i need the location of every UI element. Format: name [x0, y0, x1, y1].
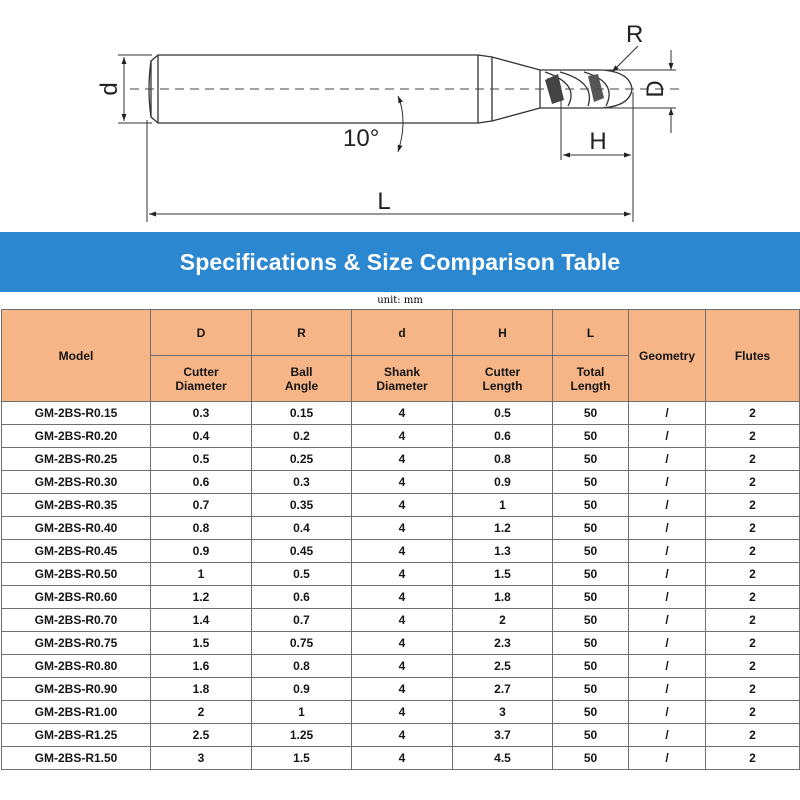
cutter-length-cell: 1.5 [453, 563, 553, 586]
cutter-diameter-cell: 0.3 [151, 402, 252, 425]
model-cell: GM-2BS-R0.75 [2, 632, 151, 655]
ball-angle-cell: 0.75 [252, 632, 352, 655]
table-row [2, 563, 800, 586]
ball-angle-cell: 0.45 [252, 540, 352, 563]
flutes-cell: 2 [706, 724, 800, 747]
model-cell: GM-2BS-R0.90 [2, 678, 151, 701]
total-length-cell: 50 [553, 586, 629, 609]
table-row [2, 609, 800, 632]
table-header [2, 310, 800, 402]
model-cell: GM-2BS-R0.70 [2, 609, 151, 632]
table-row [2, 494, 800, 517]
spec-table [1, 309, 800, 770]
total-length-cell: 50 [553, 402, 629, 425]
L-label: L [377, 188, 391, 215]
cutter-diameter-cell: 1.8 [151, 678, 252, 701]
header-flutes: Flutes [706, 310, 800, 402]
cutter-length-cell: 0.6 [453, 425, 553, 448]
ball-angle-cell: 0.5 [252, 563, 352, 586]
table-row [2, 402, 800, 425]
shank-diameter-cell: 4 [352, 655, 453, 678]
flutes-cell: 2 [706, 471, 800, 494]
shank-diameter-cell: 4 [352, 747, 453, 770]
total-length-cell: 50 [553, 425, 629, 448]
R-leader-line [612, 46, 638, 72]
model-cell: GM-2BS-R1.25 [2, 724, 151, 747]
geometry-cell: / [629, 471, 706, 494]
total-length-cell: 50 [553, 747, 629, 770]
ball-angle-cell: 0.7 [252, 609, 352, 632]
table-row [2, 701, 800, 724]
ball-angle-cell: 0.15 [252, 402, 352, 425]
table-row [2, 724, 800, 747]
table-row [2, 747, 800, 770]
page-title: Specifications & Size Comparison Table [179, 248, 621, 275]
total-length-cell: 50 [553, 678, 629, 701]
shank-diameter-cell: 4 [352, 586, 453, 609]
geometry-cell: / [629, 448, 706, 471]
cutter-diameter-cell: 0.6 [151, 471, 252, 494]
ball-angle-cell: 0.2 [252, 425, 352, 448]
cutter-length-cell: 0.9 [453, 471, 553, 494]
shank-diameter-cell: 4 [352, 678, 453, 701]
ball-angle-cell: 0.35 [252, 494, 352, 517]
geometry-cell: / [629, 747, 706, 770]
model-cell: GM-2BS-R0.45 [2, 540, 151, 563]
ball-angle-cell: 0.3 [252, 471, 352, 494]
header-L-sub: Total Length [553, 356, 629, 402]
table-row [2, 540, 800, 563]
total-length-cell: 50 [553, 632, 629, 655]
ball-angle-cell: 0.6 [252, 586, 352, 609]
header-R-sub: Ball Angle [252, 356, 352, 402]
model-cell: GM-2BS-R0.35 [2, 494, 151, 517]
geometry-cell: / [629, 586, 706, 609]
header-D: D [151, 310, 252, 356]
flutes-cell: 2 [706, 678, 800, 701]
ball-angle-cell: 0.25 [252, 448, 352, 471]
cutter-length-cell: 0.5 [453, 402, 553, 425]
flutes-cell: 2 [706, 563, 800, 586]
cutter-length-cell: 1.8 [453, 586, 553, 609]
table-row [2, 586, 800, 609]
shank-diameter-cell: 4 [352, 448, 453, 471]
model-cell: GM-2BS-R0.80 [2, 655, 151, 678]
angle-label: 10° [343, 125, 380, 152]
model-cell: GM-2BS-R0.50 [2, 563, 151, 586]
cutter-length-cell: 3.7 [453, 724, 553, 747]
ball-angle-cell: 0.9 [252, 678, 352, 701]
total-length-cell: 50 [553, 471, 629, 494]
H-label: H [589, 128, 607, 155]
model-cell: GM-2BS-R0.60 [2, 586, 151, 609]
model-cell: GM-2BS-R0.30 [2, 471, 151, 494]
model-cell: GM-2BS-R0.20 [2, 425, 151, 448]
geometry-cell: / [629, 517, 706, 540]
shank-diameter-cell: 4 [352, 609, 453, 632]
total-length-cell: 50 [553, 494, 629, 517]
geometry-cell: / [629, 494, 706, 517]
header-H: H [453, 310, 553, 356]
model-cell: GM-2BS-R1.50 [2, 747, 151, 770]
flutes-cell: 2 [706, 517, 800, 540]
geometry-cell: / [629, 609, 706, 632]
shank-diameter-cell: 4 [352, 402, 453, 425]
shank-diameter-cell: 4 [352, 632, 453, 655]
cutter-length-cell: 1.2 [453, 517, 553, 540]
geometry-cell: / [629, 540, 706, 563]
end-mill-drawing [0, 0, 800, 230]
shank-diameter-cell: 4 [352, 701, 453, 724]
R-label: R [626, 21, 644, 48]
flutes-cell: 2 [706, 632, 800, 655]
flutes-cell: 2 [706, 747, 800, 770]
total-length-cell: 50 [553, 609, 629, 632]
table-row [2, 632, 800, 655]
d-label: d [96, 82, 123, 96]
cutter-diameter-cell: 2.5 [151, 724, 252, 747]
total-length-cell: 50 [553, 701, 629, 724]
cutter-diameter-cell: 1.4 [151, 609, 252, 632]
cutter-diameter-cell: 0.9 [151, 540, 252, 563]
cutter-length-cell: 1.3 [453, 540, 553, 563]
total-length-cell: 50 [553, 540, 629, 563]
model-cell: GM-2BS-R1.00 [2, 701, 151, 724]
cutter-diameter-cell: 1 [151, 563, 252, 586]
geometry-cell: / [629, 678, 706, 701]
flutes-cell: 2 [706, 540, 800, 563]
total-length-cell: 50 [553, 563, 629, 586]
cutter-diameter-cell: 1.6 [151, 655, 252, 678]
flutes-cell: 2 [706, 402, 800, 425]
flute-shading [588, 74, 604, 102]
header-H-sub: Cutter Length [453, 356, 553, 402]
shank-diameter-cell: 4 [352, 471, 453, 494]
geometry-cell: / [629, 425, 706, 448]
header-L: L [553, 310, 629, 356]
ball-angle-cell: 0.4 [252, 517, 352, 540]
model-cell: GM-2BS-R0.40 [2, 517, 151, 540]
cutter-length-cell: 2.7 [453, 678, 553, 701]
total-length-cell: 50 [553, 517, 629, 540]
header-D-sub: Cutter Diameter [151, 356, 252, 402]
flutes-cell: 2 [706, 701, 800, 724]
cutter-diameter-cell: 2 [151, 701, 252, 724]
cutter-length-cell: 4.5 [453, 747, 553, 770]
header-R: R [252, 310, 352, 356]
cutter-length-cell: 2.5 [453, 655, 553, 678]
model-cell: GM-2BS-R0.25 [2, 448, 151, 471]
table-body [2, 402, 800, 770]
shank-diameter-cell: 4 [352, 724, 453, 747]
shank-diameter-cell: 4 [352, 425, 453, 448]
geometry-cell: / [629, 563, 706, 586]
cutter-length-cell: 1 [453, 494, 553, 517]
angle-arc [398, 96, 403, 152]
unit-label: unit: mm [377, 295, 423, 306]
total-length-cell: 50 [553, 724, 629, 747]
ball-angle-cell: 1 [252, 701, 352, 724]
ball-angle-cell: 0.8 [252, 655, 352, 678]
table-row [2, 448, 800, 471]
cutter-length-cell: 3 [453, 701, 553, 724]
shank-diameter-cell: 4 [352, 494, 453, 517]
total-length-cell: 50 [553, 655, 629, 678]
flutes-cell: 2 [706, 586, 800, 609]
flutes-cell: 2 [706, 609, 800, 632]
cutter-length-cell: 2 [453, 609, 553, 632]
geometry-cell: / [629, 701, 706, 724]
cutter-diameter-cell: 3 [151, 747, 252, 770]
cutter-diameter-cell: 0.5 [151, 448, 252, 471]
model-cell: GM-2BS-R0.15 [2, 402, 151, 425]
geometry-cell: / [629, 632, 706, 655]
shank-diameter-cell: 4 [352, 563, 453, 586]
table-row [2, 471, 800, 494]
header-d: d [352, 310, 453, 356]
geometry-cell: / [629, 724, 706, 747]
flutes-cell: 2 [706, 425, 800, 448]
cutter-diameter-cell: 0.4 [151, 425, 252, 448]
geometry-cell: / [629, 402, 706, 425]
shank-diameter-cell: 4 [352, 540, 453, 563]
ball-angle-cell: 1.25 [252, 724, 352, 747]
cutter-diameter-cell: 1.2 [151, 586, 252, 609]
flutes-cell: 2 [706, 448, 800, 471]
table-row [2, 517, 800, 540]
table-row [2, 678, 800, 701]
title-banner [0, 232, 800, 292]
header-d-sub: Shank Diameter [352, 356, 453, 402]
total-length-cell: 50 [553, 448, 629, 471]
cutter-diameter-cell: 0.8 [151, 517, 252, 540]
table-row [2, 655, 800, 678]
cutter-length-cell: 2.3 [453, 632, 553, 655]
cutter-length-cell: 0.8 [453, 448, 553, 471]
shank-diameter-cell: 4 [352, 517, 453, 540]
flutes-cell: 2 [706, 494, 800, 517]
header-model: Model [2, 310, 151, 402]
flutes-cell: 2 [706, 655, 800, 678]
cutter-diameter-cell: 1.5 [151, 632, 252, 655]
table-row [2, 425, 800, 448]
cutter-diameter-cell: 0.7 [151, 494, 252, 517]
geometry-cell: / [629, 655, 706, 678]
header-geometry: Geometry [629, 310, 706, 402]
D-label: D [642, 80, 669, 98]
ball-angle-cell: 1.5 [252, 747, 352, 770]
